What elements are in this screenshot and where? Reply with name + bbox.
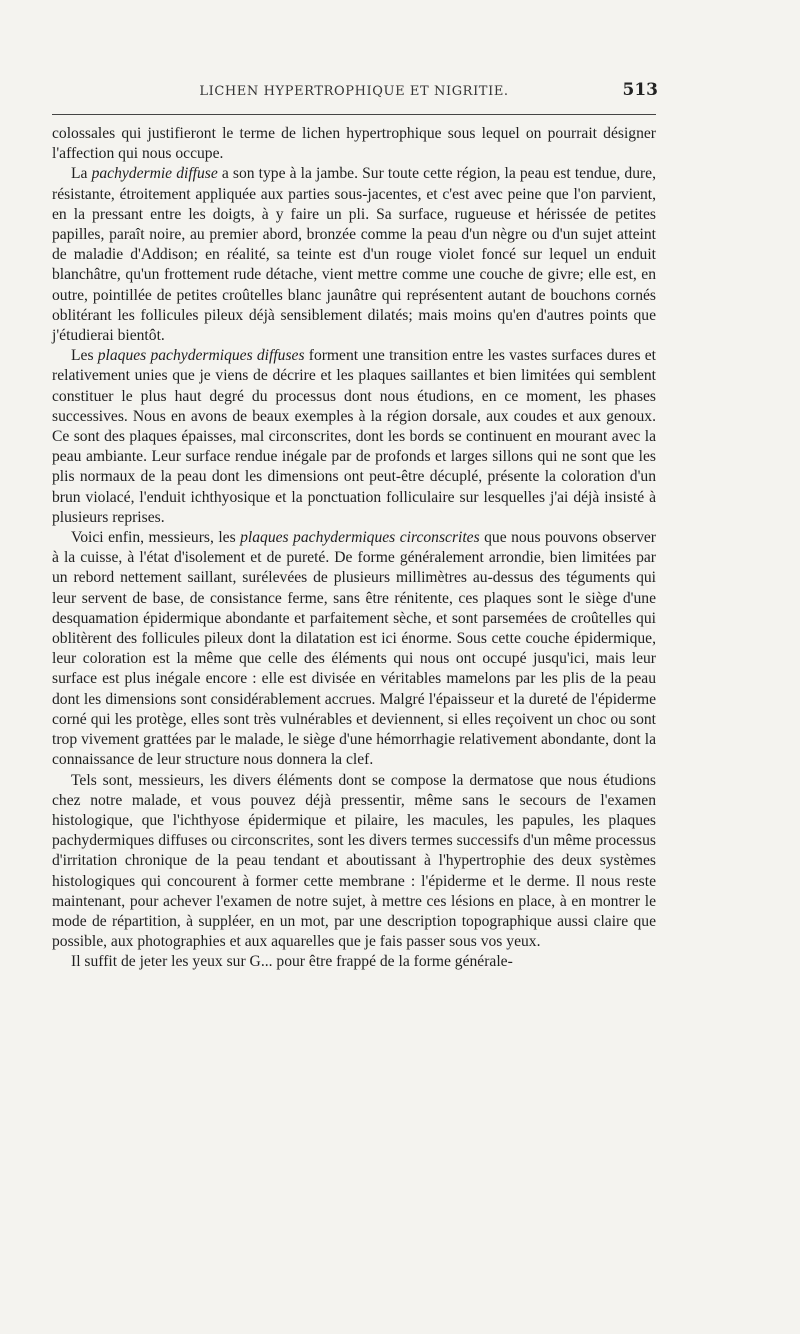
- italic-term: plaques pachydermiques diffuses: [97, 347, 305, 365]
- text-run: que nous pouvons observer à la cuisse, à l'état d'isolement et de pureté. De forme généralement arrondie, bien limitées par un rebord nettement saillant, surélevées de plusieurs millimètres au-dessus des téguments qui leur servent de base, de consistance ferme, sans être rénitente, ces plaques sont le siège d'une desquamation épidermique abondante et parfaitement sèche, et sont parsemées de croûtelles qui oblitèrent des follicules pileux dont la dilatation est ici énorme. Sous cette couche épidermique, leur coloration est la même que celle des éléments qui nous ont occupé jusqu'ici, mais leur surface est plus inégale encore : elle est divisée en véritables mamelons par les plis de la peau dont les dimensions sont considérablement accrues. Malgré l'épaisseur et la dureté de l'épiderme corné qui les protège, elles sont très vulnérables et deviennent, si elles reçoivent un choc ou sont trop vivement grattées par le malade, le siège d'une hémorrhagie relativement abondante, dont la connaissance de leur structure nous donnera la clef.: [52, 529, 656, 769]
- text-run: Il suffit de jeter les yeux sur G... pour être frappé de la forme générale-: [71, 953, 513, 971]
- paragraph: [52, 952, 656, 972]
- text-run: forment une transition entre les vastes surfaces dures et relativement unies que je viens de décrire et les plaques saillantes et bien limitées qui semblent constituer le plus haut degré du processus dont nous étudions, en ce moment, les phases successives. Nous en avons de beaux exemples à la région dorsale, aux coudes et aux genoux. Ce sont des plaques épaisses, mal circonscrites, dont les bords se continuent en mourant avec la peau ambiante. Leur surface rendue inégale par de profonds et larges sillons qui ne sont que les plis normaux de la peau dont les dimensions ont peut-être décuplé, présente la coloration d'un brun violacé, l'enduit ichthyosique et la ponctuation folliculaire sur lesquelles j'ai déjà insisté à plusieurs reprises.: [52, 347, 656, 526]
- paragraph: [52, 124, 656, 164]
- text-run: a son type à la jambe. Sur toute cette région, la peau est tendue, dure, résistante, étroitement appliquée aux parties sous-jacentes, et c'est avec peine que l'on parvient, en la pressant entre les doigts, à y faire un pli. Sa surface, rugueuse et hérissée de petites papilles, paraît noire, au premier abord, bronzée comme la peau d'un nègre ou d'un sujet atteint de maladie d'Addison; en réalité, sa teinte est d'un rouge violet foncé sur lequel un enduit blanchâtre, qu'un frottement rude détache, vient mettre comme une couche de givre; elle est, en outre, pointillée de petites croûtelles blanc jaunâtre qui représentent autant de bouchons cornés oblitérant les follicules pileux déjà sensiblement dilatés; mais moins qu'en d'autres points que j'étudierai bientôt.: [52, 165, 656, 345]
- italic-term: pachydermie diffuse: [91, 165, 218, 183]
- page-header: [52, 76, 656, 106]
- text-run: Tels sont, messieurs, les divers éléments dont se compose la dermatose que nous étudions chez notre malade, et vous pouvez déjà pressentir, même sans le secours de l'examen histologique, que l'ichthyose épidermique et pilaire, les macules, les papules, les plaques pachydermiques diffuses ou circonscrites, sont les divers termes successifs d'un même processus d'irritation chronique de la peau tendant et aboutissant à l'hypertrophie des deux systèmes histologiques qui concourent à former cette membrane : l'épiderme et le derme. Il nous reste maintenant, pour achever l'examen de notre sujet, à mettre ces lésions en place, à en montrer le mode de répartition, à suppléer, en un mot, par une description topographique aussi claire que possible, aux photographies et aux aquarelles que je fais passer sous vos yeux.: [52, 771, 656, 951]
- paragraph: [52, 528, 656, 770]
- italic-term: plaques pachydermiques circonscrites: [240, 529, 480, 547]
- header-rule: [52, 114, 656, 115]
- text-run: colossales qui justifieront le terme de lichen hypertrophique sous lequel on pourrait désigner l'affection qui nous occupe.: [52, 125, 656, 163]
- paragraph: [52, 164, 656, 346]
- paragraph: [52, 346, 656, 528]
- text-run: Voici enfin, messieurs, les: [71, 529, 241, 547]
- body-text: [52, 124, 656, 973]
- paragraph: [52, 771, 656, 953]
- running-title: LICHEN HYPERTROPHIQUE ET NIGRITIE.: [199, 84, 509, 99]
- page-number: 513: [622, 80, 658, 100]
- text-run: La: [71, 165, 92, 183]
- text-run: Les: [71, 347, 98, 365]
